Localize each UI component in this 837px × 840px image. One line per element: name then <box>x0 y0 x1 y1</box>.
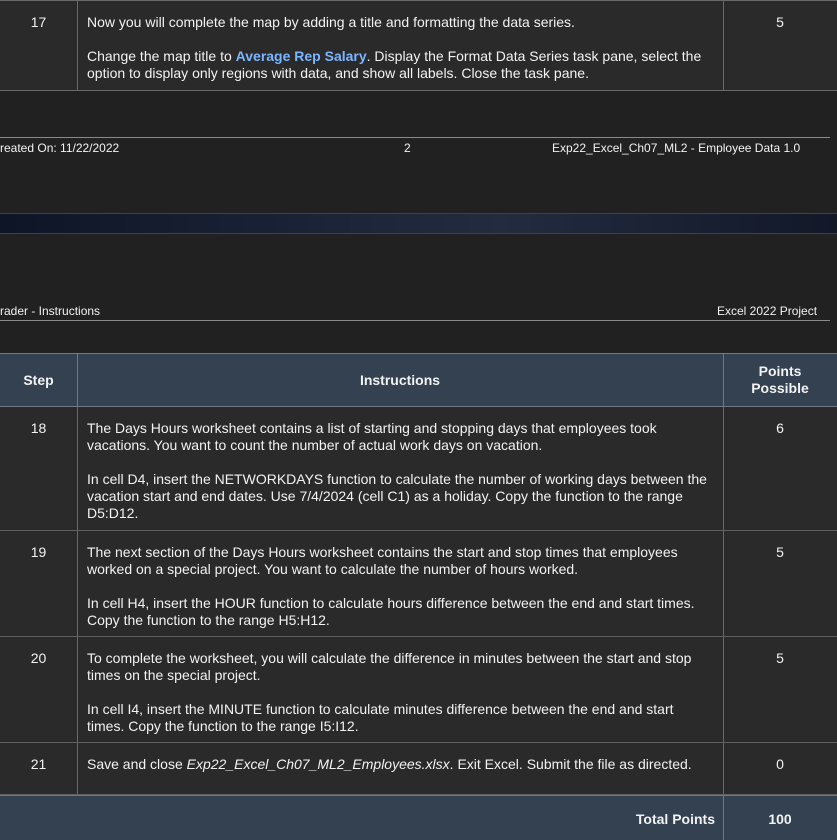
instruction-cell <box>87 756 713 773</box>
instruction-cell <box>87 14 713 82</box>
step-number: 21 <box>30 756 47 772</box>
step-number: 18 <box>30 420 47 436</box>
instruction-paragraph <box>87 48 713 82</box>
step-number: 19 <box>30 544 47 560</box>
points-value: 5 <box>776 650 784 666</box>
column-divider <box>77 407 78 530</box>
highlighted-title-text: Average Rep Salary <box>235 48 367 64</box>
step-number: 17 <box>30 14 47 30</box>
instruction-paragraph: The Days Hours worksheet contains a list of starting and stopping days that employees took vacations. You want to count the number of actual work days on vacation. <box>87 420 657 453</box>
page-separator <box>0 213 837 234</box>
instruction-paragraph: To complete the worksheet, you will calculate the difference in minutes between the start and stop times on the special project. <box>87 650 692 683</box>
footer-doc-name: Exp22_Excel_Ch07_ML2 - Employee Data 1.0 <box>552 141 801 155</box>
points-value: 5 <box>776 14 784 30</box>
table-row-21 <box>0 743 837 795</box>
column-header-points-line2: Possible <box>751 380 809 396</box>
table-header <box>0 353 837 407</box>
step-number: 20 <box>30 650 47 666</box>
instruction-text: Save and close <box>87 756 187 772</box>
file-name-text: Exp22_Excel_Ch07_ML2_Employees.xlsx <box>186 756 450 772</box>
column-divider <box>77 743 78 794</box>
table-row-19 <box>0 531 837 637</box>
table-row-20 <box>0 637 837 743</box>
column-header-step: Step <box>23 372 54 388</box>
instruction-text: Change the map title to <box>87 48 236 64</box>
column-header-points-line1: Points <box>758 363 802 379</box>
header-right-title: Excel 2022 Project <box>717 304 818 318</box>
column-divider <box>77 1 78 90</box>
total-points-value: 100 <box>768 811 792 827</box>
table-row-17 <box>0 0 837 91</box>
footer-rule <box>0 137 830 138</box>
total-points-label: Total Points <box>635 811 715 827</box>
header-left-title: rader - Instructions <box>0 304 101 318</box>
table-row-18 <box>0 407 837 531</box>
instruction-paragraph: The next section of the Days Hours worksheet contains the start and stop times that employees worked on a special project. You want to calculate the number of hours worked. <box>87 544 678 577</box>
instructions-table <box>0 353 837 840</box>
instruction-paragraph: In cell H4, insert the HOUR function to calculate hours difference between the end and start times. Copy the function to the range H5:H12. <box>87 595 695 628</box>
footer-created-date: reated On: 11/22/2022 <box>0 141 120 155</box>
instruction-paragraph: In cell D4, insert the NETWORKDAYS function to calculate the number of working days between the vacation start and end dates. Use 7/4/2024 (cell C1) as a holiday. Copy the function to the range D5:D12. <box>87 471 707 521</box>
header-rule <box>0 320 830 321</box>
column-header-instructions: Instructions <box>359 372 441 388</box>
points-value: 0 <box>776 756 784 772</box>
instruction-cell <box>87 650 713 735</box>
instruction-paragraph: Now you will complete the map by adding a title and formatting the data series. <box>87 14 575 30</box>
column-divider <box>77 531 78 636</box>
instruction-cell <box>87 544 713 629</box>
instruction-text: . Exit Excel. Submit the file as directed. <box>449 756 692 772</box>
points-value: 5 <box>776 544 784 560</box>
instruction-cell <box>87 420 713 522</box>
instruction-paragraph: In cell I4, insert the MINUTE function to calculate minutes difference between the end and start times. Copy the function to the range I5:I12. <box>87 701 674 734</box>
table-total-row <box>0 795 837 840</box>
instruction-text: . Display the Format Data Series task pane, select the option to display only regions with data, and show all labels. Close the task pane. <box>87 48 702 81</box>
column-divider <box>77 637 78 742</box>
instruction-paragraph <box>87 756 713 773</box>
points-value: 6 <box>776 420 784 436</box>
footer-page-number: 2 <box>404 141 411 155</box>
